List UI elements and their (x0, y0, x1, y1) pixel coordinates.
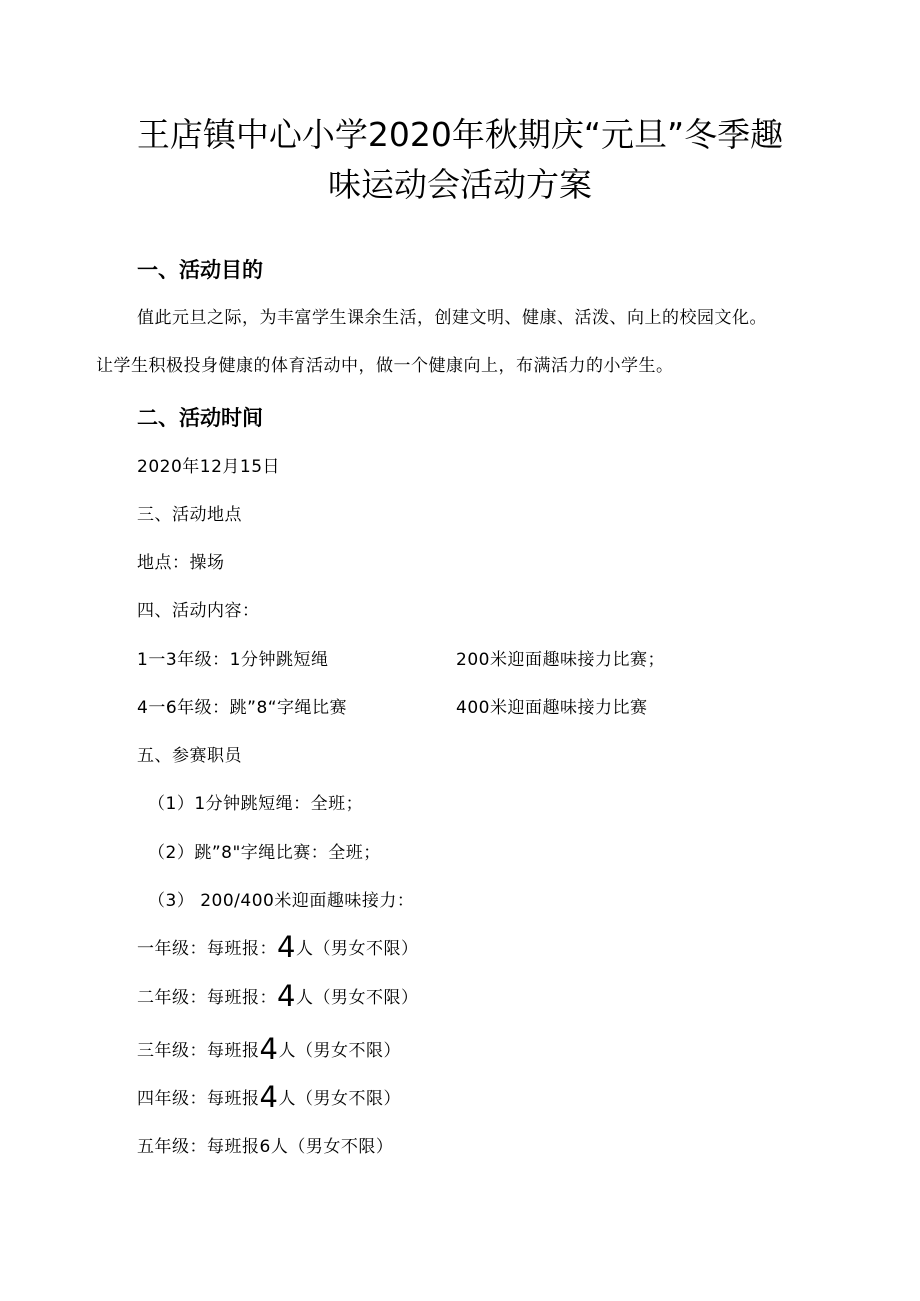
grade-line-3 (137, 1032, 401, 1066)
content-row1-right: 200米迎面趣味接力比赛； (456, 650, 665, 670)
purpose-paragraph-line2: 让学生积极投身健康的体育活动中，做一个健康向上，布满活力的小学生。 (96, 356, 674, 376)
staff-heading: 五、参赛职员 (137, 746, 242, 766)
grade-5-text: 五年级：每班报6人（男女不限） (137, 1137, 394, 1157)
staff-item-1: （1）1分钟跳短绳：全班； (148, 794, 364, 814)
grade-3-count: 4 (259, 1032, 279, 1066)
grade-1-suffix: 人（男女不限） (295, 939, 419, 959)
content-heading: 四、活动内容： (137, 601, 260, 621)
grade-line-4 (137, 1080, 401, 1114)
grade-4-prefix: 四年级：每班报 (137, 1089, 260, 1109)
grade-3-prefix: 三年级：每班报 (137, 1041, 260, 1061)
grade-line-2 (137, 979, 419, 1013)
grade-4-count: 4 (259, 1080, 279, 1114)
document-title-line1: 王店镇中心小学2020年秋期庆“元旦”冬季趣 (136, 115, 784, 154)
grade-1-prefix: 一年级：每班报： (137, 939, 277, 959)
content-row1-left: 1一3年级：1分钟跳短绳 (137, 650, 329, 670)
content-row2-right: 400米迎面趣味接力比赛 (456, 698, 648, 718)
purpose-paragraph-line1: 值此元旦之际，为丰富学生课余生活，创建文明、健康、活泼、向上的校园文化。 (137, 308, 767, 328)
grade-2-suffix: 人（男女不限） (295, 988, 419, 1008)
content-row2-left: 4一6年级：跳”8“字绳比赛 (137, 698, 348, 718)
document-title-line2: 味运动会活动方案 (328, 165, 592, 204)
grade-2-count: 4 (277, 979, 296, 1013)
time-value: 2020年12月15日 (137, 457, 281, 477)
purpose-heading: 一、活动目的 (137, 258, 263, 282)
staff-item-2: （2）跳”8"字绳比赛：全班； (148, 843, 381, 863)
place-heading: 三、活动地点 (137, 505, 242, 525)
staff-item-3: （3） 200/400米迎面趣味接力： (148, 891, 415, 911)
time-heading: 二、活动时间 (137, 406, 263, 430)
grade-3-suffix: 人（男女不限） (278, 1041, 401, 1061)
grade-2-prefix: 二年级：每班报： (137, 988, 277, 1008)
grade-1-count: 4 (277, 930, 296, 964)
place-value: 地点：操场 (137, 553, 225, 573)
grade-line-1 (137, 930, 419, 964)
grade-4-suffix: 人（男女不限） (278, 1089, 401, 1109)
grade-line-5 (137, 1134, 393, 1160)
